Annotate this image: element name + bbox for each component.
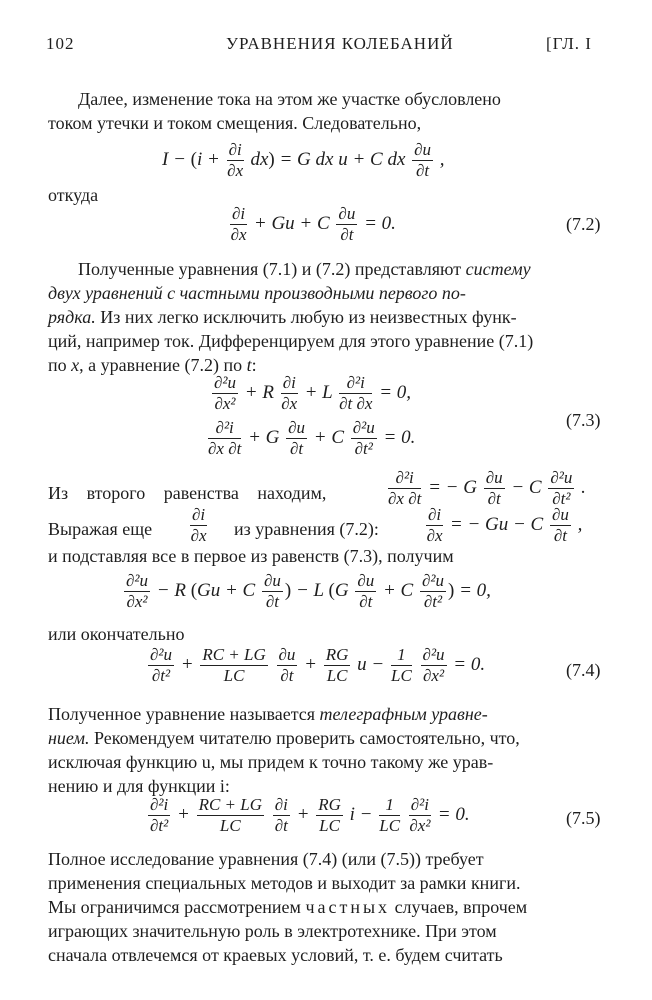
chapter-marker: [ГЛ. I [546,34,592,53]
fraction-di-dx: $\frac{\partial i}{\partial x}$ [190,505,207,545]
para2-line4: ций, например ток. Дифференцируем для этого уравнение (7.1) [48,331,534,351]
equation-7-3-first: $\frac{\text{∂²u}}{\text{∂x²}}$ + R $\frac{\partial i}{\partial x}$ + L $\frac{\text{∂²i}}{\partial t \partial x}$ = 0, [214,373,412,413]
equation-number-7-3: (7.3) [566,410,601,430]
para4-line4: нению и для функции i: [48,776,230,796]
para4-line1: Полученное уравнение называется телеграфным уравне- [48,704,488,724]
equation-number-7-2: (7.2) [566,214,601,234]
equation-7-5: $\frac{\text{∂²i}}{\text{∂t²}}$ + $\frac{RC + LG}{LC}$ $\frac{\partial i}{\partial t}$ + $\frac{RG}{LC}$ i − $\frac{1}{LC}$ $\frac{\text{∂²i}}{\text{∂x²}}$ = 0. [150,795,470,835]
para3-line2b: из уравнения (7.2): [234,519,379,539]
para2-line2: двух уравнений с частными производными первого по- [48,283,466,303]
equation-derived-d2i: $\frac{\text{∂²i}}{\partial x \partial t}$ = − G $\frac{\partial u}{\partial t}$ − C $\frac{\text{∂²u}}{\text{∂t²}}$ . [388,468,586,508]
equation-7-2: $\frac{\partial i}{\partial x}$ + Gu + C $\frac{\partial u}{\partial t}$ = 0. [230,204,396,244]
para3-line2a: Выражая еще [48,519,153,539]
para5-line3: Мы ограничимся рассмотрением частных случаев, впрочем [48,897,528,917]
para5-line4: играющих значительную роль в электротехнике. При этом [48,921,497,941]
page-number: 102 [46,34,75,53]
equation-7-4: $\frac{\text{∂²u}}{\text{∂t²}}$ + $\frac{RC + LG}{LC}$ $\frac{\partial u}{\partial t}$ + $\frac{RG}{LC}$ u − $\frac{1}{LC}$ $\frac{\text{∂²u}}{\text{∂x²}}$ = 0. [150,645,486,685]
equation-current-balance: I − (i + $\frac{\partial i}{\partial x}$ dx) = G dx u + C dx $\frac{\partial u}{\partial t}$ , [162,140,445,180]
para4-line2: нием. Рекомендуем читателю проверить самостоятельно, что, [48,728,520,748]
para5-line1: Полное исследование уравнения (7.4) (или (7.5)) требует [48,849,484,869]
equation-derived-di: $\frac{\partial i}{\partial x}$ = − Gu − C $\frac{\partial u}{\partial t}$ , [426,505,583,545]
equation-number-7-4: (7.4) [566,660,601,680]
para1-line2: током утечки и током смещения. Следовательно, [48,113,422,133]
para5-line2: применения специальных методов и выходит за рамки книги. [48,873,521,893]
para4-line3: исключая функцию u, мы придем к точно такому же урав- [48,752,494,772]
para2-line5: по x, а уравнение (7.2) по t: [48,355,257,375]
running-title: УРАВНЕНИЯ КОЛЕБАНИЙ [226,34,454,53]
equation-substituted: $\frac{\text{∂²u}}{\text{∂x²}}$ − R (Gu + C $\frac{\partial u}{\partial t}$ ) − L (G $\frac{\partial u}{\partial t}$ + C $\frac{\text{∂²u}}{\text{∂t²}}$ ) = 0, [126,571,491,611]
equation-7-3-second: $\frac{\text{∂²i}}{\partial x \partial t}$ + G $\frac{\partial u}{\partial t}$ + C $\frac{\text{∂²u}}{\text{∂t²}}$ = 0. [208,418,416,458]
word-otkuda: откуда [48,185,99,205]
para3-line3: и подставляя все в первое из равенств (7.3), получим [48,546,454,566]
word-finally: или окончательно [48,624,185,644]
para2-line1: Полученные уравнения (7.1) и (7.2) представляют систему [78,259,531,279]
para5-line5: сначала отвлечемся от краевых условий, т. е. будем считать [48,945,503,965]
equation-number-7-5: (7.5) [566,808,601,828]
para2-line3: рядка. Из них легко исключить любую из неизвестных функ- [48,307,517,327]
para3-line1: Из второго равенства находим, [48,483,327,503]
para1-line1: Далее, изменение тока на этом же участке обусловлено [78,89,501,109]
